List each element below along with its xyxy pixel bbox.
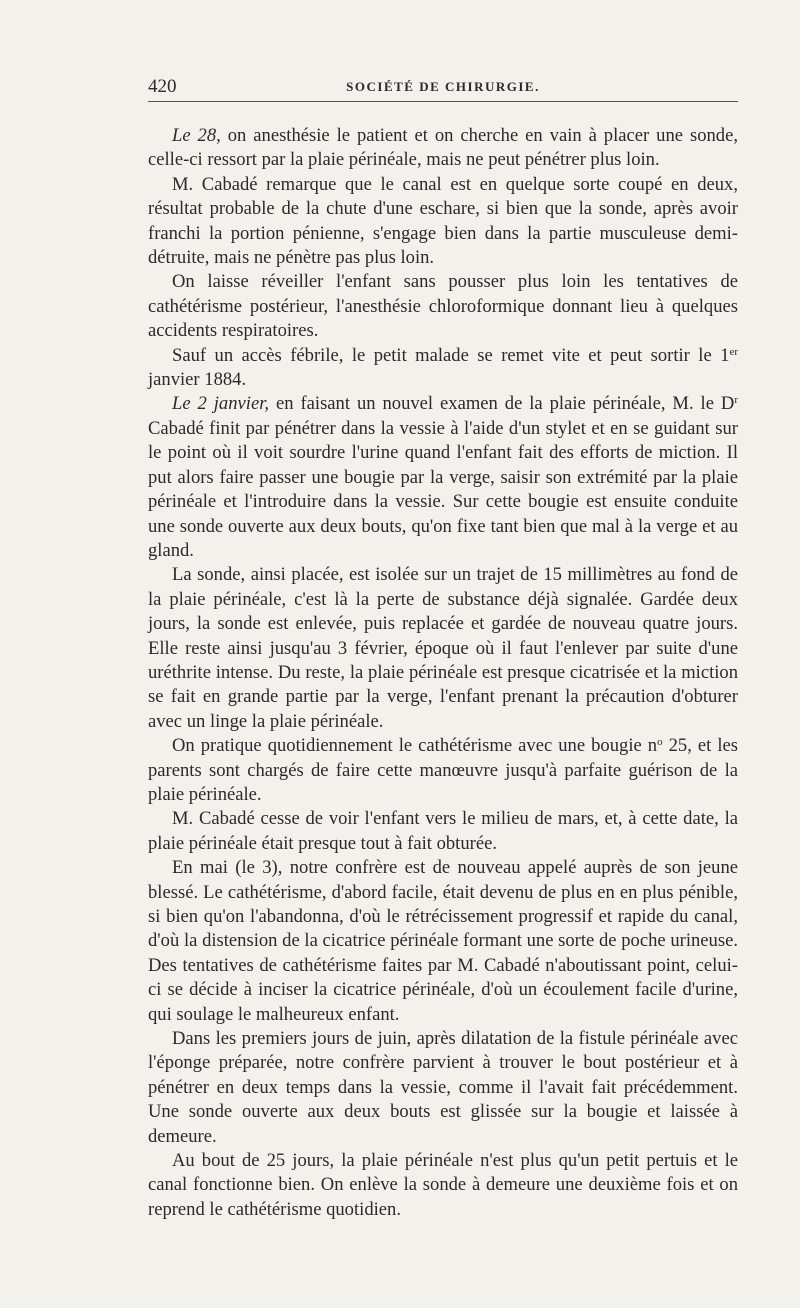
- paragraph-text: Sauf un accès fébrile, le petit malade se remet vite et peut sortir le 1: [172, 344, 730, 366]
- paragraph: [148, 344, 738, 393]
- header-rule: [148, 101, 738, 102]
- paragraph: M. Cabadé remarque que le canal est en quelque sorte coupé en deux, résultat probable de la chute d'une eschare, si bien que la sonde, après avoir franchi la portion pénienne, s'engage bien dans la partie musculeuse demi-détruite, mais ne pénètre pas plus loin.: [148, 173, 738, 269]
- paragraph: En mai (le 3), notre confrère est de nouveau appelé auprès de son jeune blessé. Le cathétérisme, d'abord facile, était devenu de plus en en plus pénible, si bien qu'on l'abandonna, d'où le rétrécissement progressif et rapide du canal, d'où la distension de la cicatrice périnéale formant une sorte de poche urineuse. Des tentatives de cathétérisme faites par M. Cabadé n'aboutissant point, celui-ci se décide à inciser la cicatrice périnéale, d'où un écoulement facile d'urine, qui soulage le malheureux enfant.: [148, 857, 738, 1025]
- paragraph: M. Cabadé cesse de voir l'enfant vers le milieu de mars, et, à cette date, la plaie périnéale était presque tout à fait obturée.: [148, 808, 738, 854]
- page-header: [148, 76, 738, 100]
- running-title: SOCIÉTÉ DE CHIRURGIE.: [346, 79, 540, 94]
- body-text: [148, 124, 738, 1222]
- paragraph-text: 25, et les parents sont chargés de faire cette manœuvre jusqu'à parfaite guérison de la plaie périnéale.: [148, 735, 739, 805]
- paragraph: Dans les premiers jours de juin, après dilatation de la fistule périnéale avec l'éponge préparée, notre confrère parvient à trouver le bout postérieur et à pénétrer en deux temps dans la vessie, comme il l'avait fait précédemment. Une sonde ouverte aux deux bouts est glissée sur la bougie et laissée à demeure.: [148, 1028, 738, 1147]
- paragraph-date: Le 2 janvier,: [172, 393, 270, 415]
- page-number: 420: [148, 76, 177, 97]
- superscript: o: [657, 736, 663, 749]
- paragraph: On laisse réveiller l'enfant sans pousser plus loin les tentatives de cathétérisme postérieur, l'anesthésie chloroformique donnant lieu à quelques accidents respiratoires.: [148, 271, 738, 342]
- paragraph: La sonde, ainsi placée, est isolée sur un trajet de 15 millimètres au fond de la plaie périnéale, c'est là la perte de substance déjà signalée. Gardée deux jours, la sonde est enlevée, puis replacée et gardée de nouveau quatre jours. Elle reste ainsi jusqu'au 3 février, époque où il faut l'enlever par suite d'une uréthrite intense. Du reste, la plaie périnéale est presque cicatrisée et la miction se fait en grande partie par la verge, l'enfant prenant la précaution d'obturer avec un linge la plaie périnéale.: [148, 564, 738, 732]
- superscript: r: [734, 394, 738, 407]
- paragraph-date: Le 28,: [172, 125, 221, 146]
- paragraph-text: janvier 1884.: [148, 369, 247, 391]
- paragraph: [148, 124, 738, 173]
- paragraph: Au bout de 25 jours, la plaie périnéale n'est plus qu'un petit pertuis et le canal fonctionne bien. On enlève la sonde à demeure une deuxième fois et on reprend le cathétérisme quotidien.: [148, 1150, 738, 1220]
- paragraph-text: en faisant un nouvel examen de la plaie périnéale, M. le D: [269, 393, 735, 415]
- paragraph: [148, 392, 738, 563]
- paragraph-text: Cabadé finit par pénétrer dans la vessie à l'aide d'un stylet et en se guidant sur le point où il voit sourdre l'urine quand l'enfant fait des efforts de miction. Il put alors faire passer une bougie par la verge, saisir son extrémité par la plaie périnéale et l'introduire dans la vessie. Sur cette bougie est ensuite conduite une sonde ouverte aux deux bouts, qu'on fixe tant bien que mal à la verge et au gland.: [148, 417, 738, 561]
- paragraph-text: on anesthésie le patient et on cherche en vain à placer une sonde, celle-ci ressort par la plaie périnéale, mais ne peut pénétrer plus loin.: [148, 125, 738, 171]
- superscript: er: [729, 345, 738, 358]
- paragraph-text: On pratique quotidiennement le cathétérisme avec une bougie n: [172, 735, 658, 757]
- paragraph: [148, 734, 738, 807]
